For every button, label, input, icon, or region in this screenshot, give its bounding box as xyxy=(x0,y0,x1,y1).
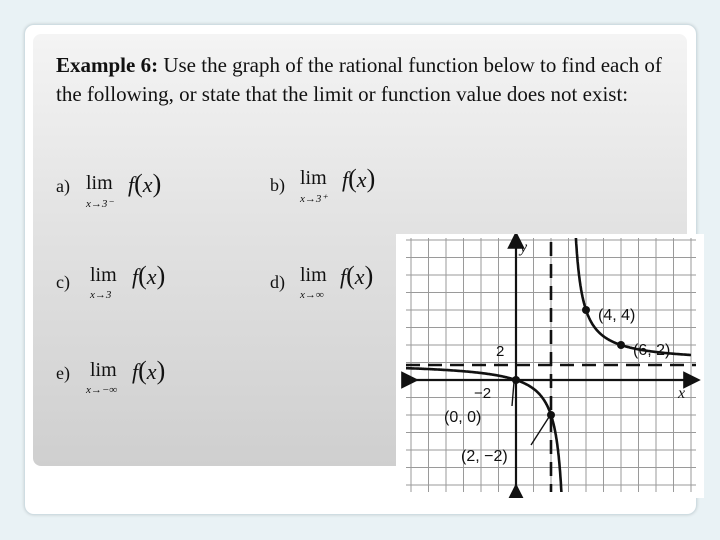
plotted-point xyxy=(512,376,520,384)
lim-subscript: x→3⁺ xyxy=(300,193,328,205)
plotted-point xyxy=(582,306,590,314)
problem-label: d) xyxy=(270,272,285,292)
lim-subscript: x→−∞ xyxy=(86,384,118,396)
point-label: (0, 0) xyxy=(444,409,482,426)
point-label: (2, −2) xyxy=(461,448,508,465)
problem-e xyxy=(56,355,256,405)
problem-label: c) xyxy=(56,272,70,292)
example-text: Use the graph of the rational function below to find each of the following, or state that the limit or function value does not exist: xyxy=(56,53,662,106)
rational-function-graph xyxy=(396,234,704,498)
y-tick-label: 2 xyxy=(496,343,505,360)
problem-b xyxy=(270,163,470,213)
graph-svg xyxy=(396,234,704,498)
example-intro xyxy=(56,51,681,109)
x-axis-label: x xyxy=(678,385,686,402)
point-label: (6, 2) xyxy=(633,342,671,359)
lim-subscript: x→3 xyxy=(90,289,112,301)
function-expression: f(x) xyxy=(132,356,166,385)
problem-d xyxy=(270,260,400,310)
leader-line xyxy=(512,382,514,406)
lim-operator: lim xyxy=(86,172,113,194)
function-expression: f(x) xyxy=(128,169,162,198)
problem-label: e) xyxy=(56,363,70,383)
problem-a xyxy=(56,168,256,218)
function-expression: f(x) xyxy=(340,261,374,290)
plotted-point xyxy=(617,341,625,349)
lim-subscript: x→3⁻ xyxy=(86,198,114,210)
lim-operator: lim xyxy=(300,264,327,286)
point-label: (4, 4) xyxy=(598,307,636,324)
lim-subscript: x→∞ xyxy=(300,289,324,301)
x-tick-label: −2 xyxy=(474,385,492,402)
example-label: Example 6: xyxy=(56,53,159,77)
function-expression: f(x) xyxy=(132,261,166,290)
problem-c xyxy=(56,260,256,310)
function-expression: f(x) xyxy=(342,164,376,193)
grid xyxy=(406,238,704,498)
problem-label: b) xyxy=(270,175,285,195)
problem-label: a) xyxy=(56,176,70,196)
y-axis-label: y xyxy=(520,239,528,256)
lim-operator: lim xyxy=(300,167,327,189)
lim-operator: lim xyxy=(90,359,117,381)
lim-operator: lim xyxy=(90,264,117,286)
